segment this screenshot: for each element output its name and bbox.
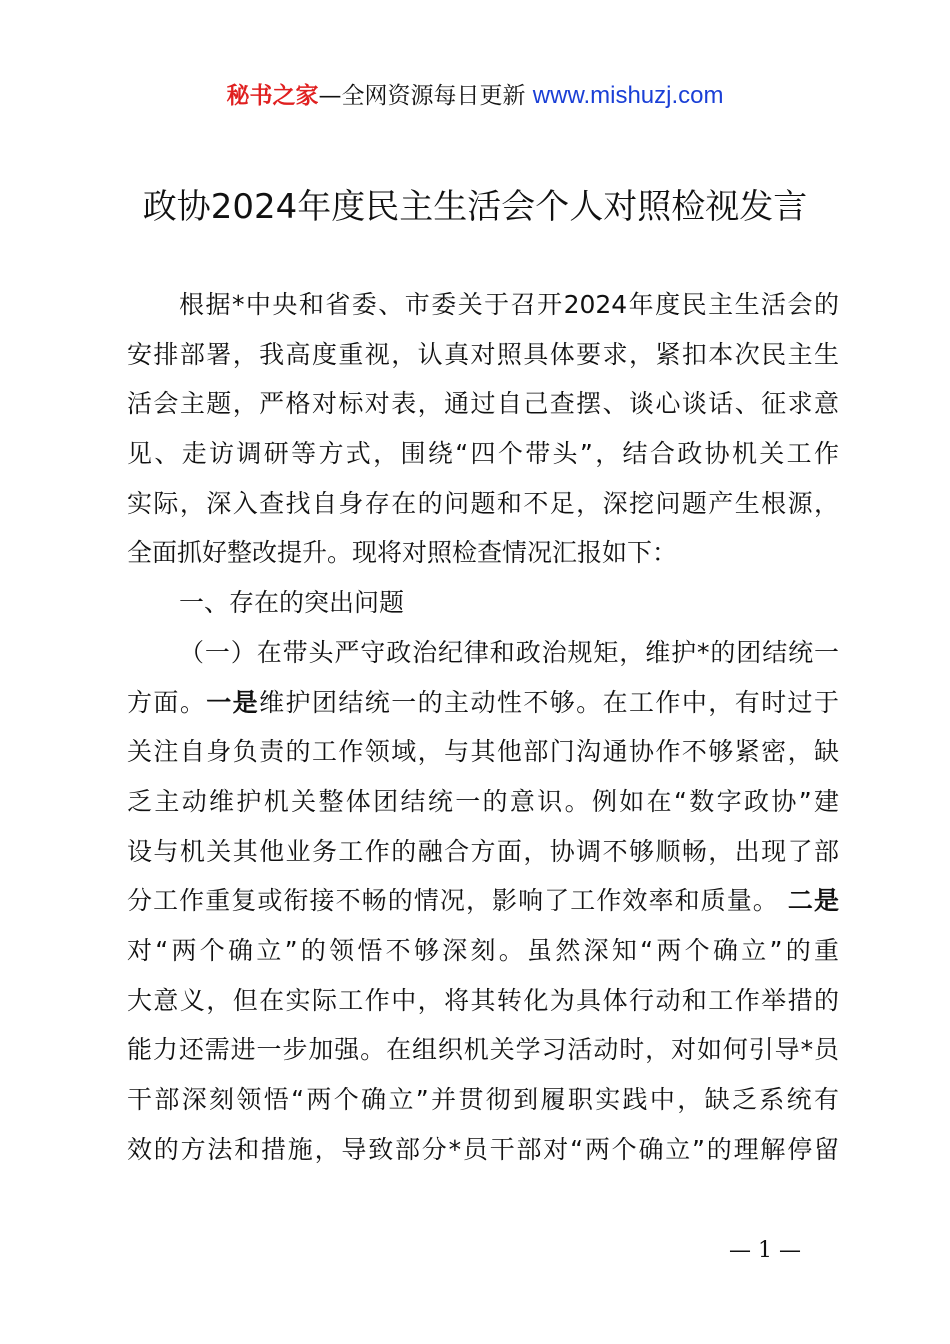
paragraph-line: 全面抓好整改提升。现将对照检查情况汇报如下： (127, 538, 678, 568)
paragraph-line: 实际，深入查找自身存在的问题和不足，深挖问题产生根源， (127, 488, 839, 518)
line-text: 分工作重复或衔接不畅的情况，影响了工作效率和质量。 (127, 886, 779, 916)
site-url-link[interactable]: www.mishuzj.com (532, 82, 724, 109)
subsection-heading: （一）在带头严守政治纪律和政治规矩，维护*的团结统一 (179, 637, 839, 667)
line-text: 方面。 (127, 687, 207, 717)
site-name[interactable]: 秘书之家 (226, 83, 319, 109)
paragraph-line: 活会主题，严格对标对表，通过自己查摆、谈心谈话、征求意 (127, 389, 839, 419)
paragraph-line: 效的方法和措施，导致部分*员干部对“两个确立”的理解停留 (127, 1134, 839, 1164)
site-header (0, 80, 950, 112)
paragraph-line: 安排部署，我高度重视，认真对照具体要求，紧扣本次民主生 (127, 339, 839, 369)
point-marker-second: 二是 (787, 886, 839, 916)
paragraph-line: 能力还需进一步加强。在组织机关学习活动时，对如何引导*员 (127, 1035, 839, 1065)
paragraph-line: 干部深刻领悟“两个确立”并贯彻到履职实践中，缺乏系统有 (127, 1085, 839, 1114)
paragraph-line (127, 876, 839, 926)
page-number: — 1 — (729, 1238, 801, 1263)
document-body (127, 280, 839, 1174)
paragraph-line: 关注自身负责的工作领域，与其他部门沟通协作不够紧密，缺 (127, 737, 839, 767)
paragraph-line (127, 678, 839, 728)
paragraph-line: 根据*中央和省委、市委关于召开2024年度民主生活会的 (179, 290, 839, 319)
paragraph-line: 大意义，但在实际工作中，将其转化为具体行动和工作举措的 (127, 985, 839, 1015)
paragraph-line: 设与机关其他业务工作的融合方面，协调不够顺畅，出现了部 (127, 836, 839, 866)
paragraph-line: 见、走访调研等方式，围绕“四个带头”，结合政协机关工作 (127, 439, 839, 469)
site-tagline: —全网资源每日更新 (318, 83, 526, 109)
paragraph-line: 乏主动维护机关整体团结统一的意识。例如在“数字政协”建 (127, 786, 839, 816)
point-marker-first: 一是 (206, 687, 260, 717)
document-title: 政协2024年度民主生活会个人对照检视发言 (142, 187, 808, 227)
paragraph-line: 对“两个确立”的领悟不够深刻。虽然深知“两个确立”的重 (127, 935, 839, 965)
line-text: 维护团结统一的主动性不够。在工作中，有时过于 (259, 687, 839, 717)
section-heading: 一、存在的突出问题 (179, 588, 405, 618)
